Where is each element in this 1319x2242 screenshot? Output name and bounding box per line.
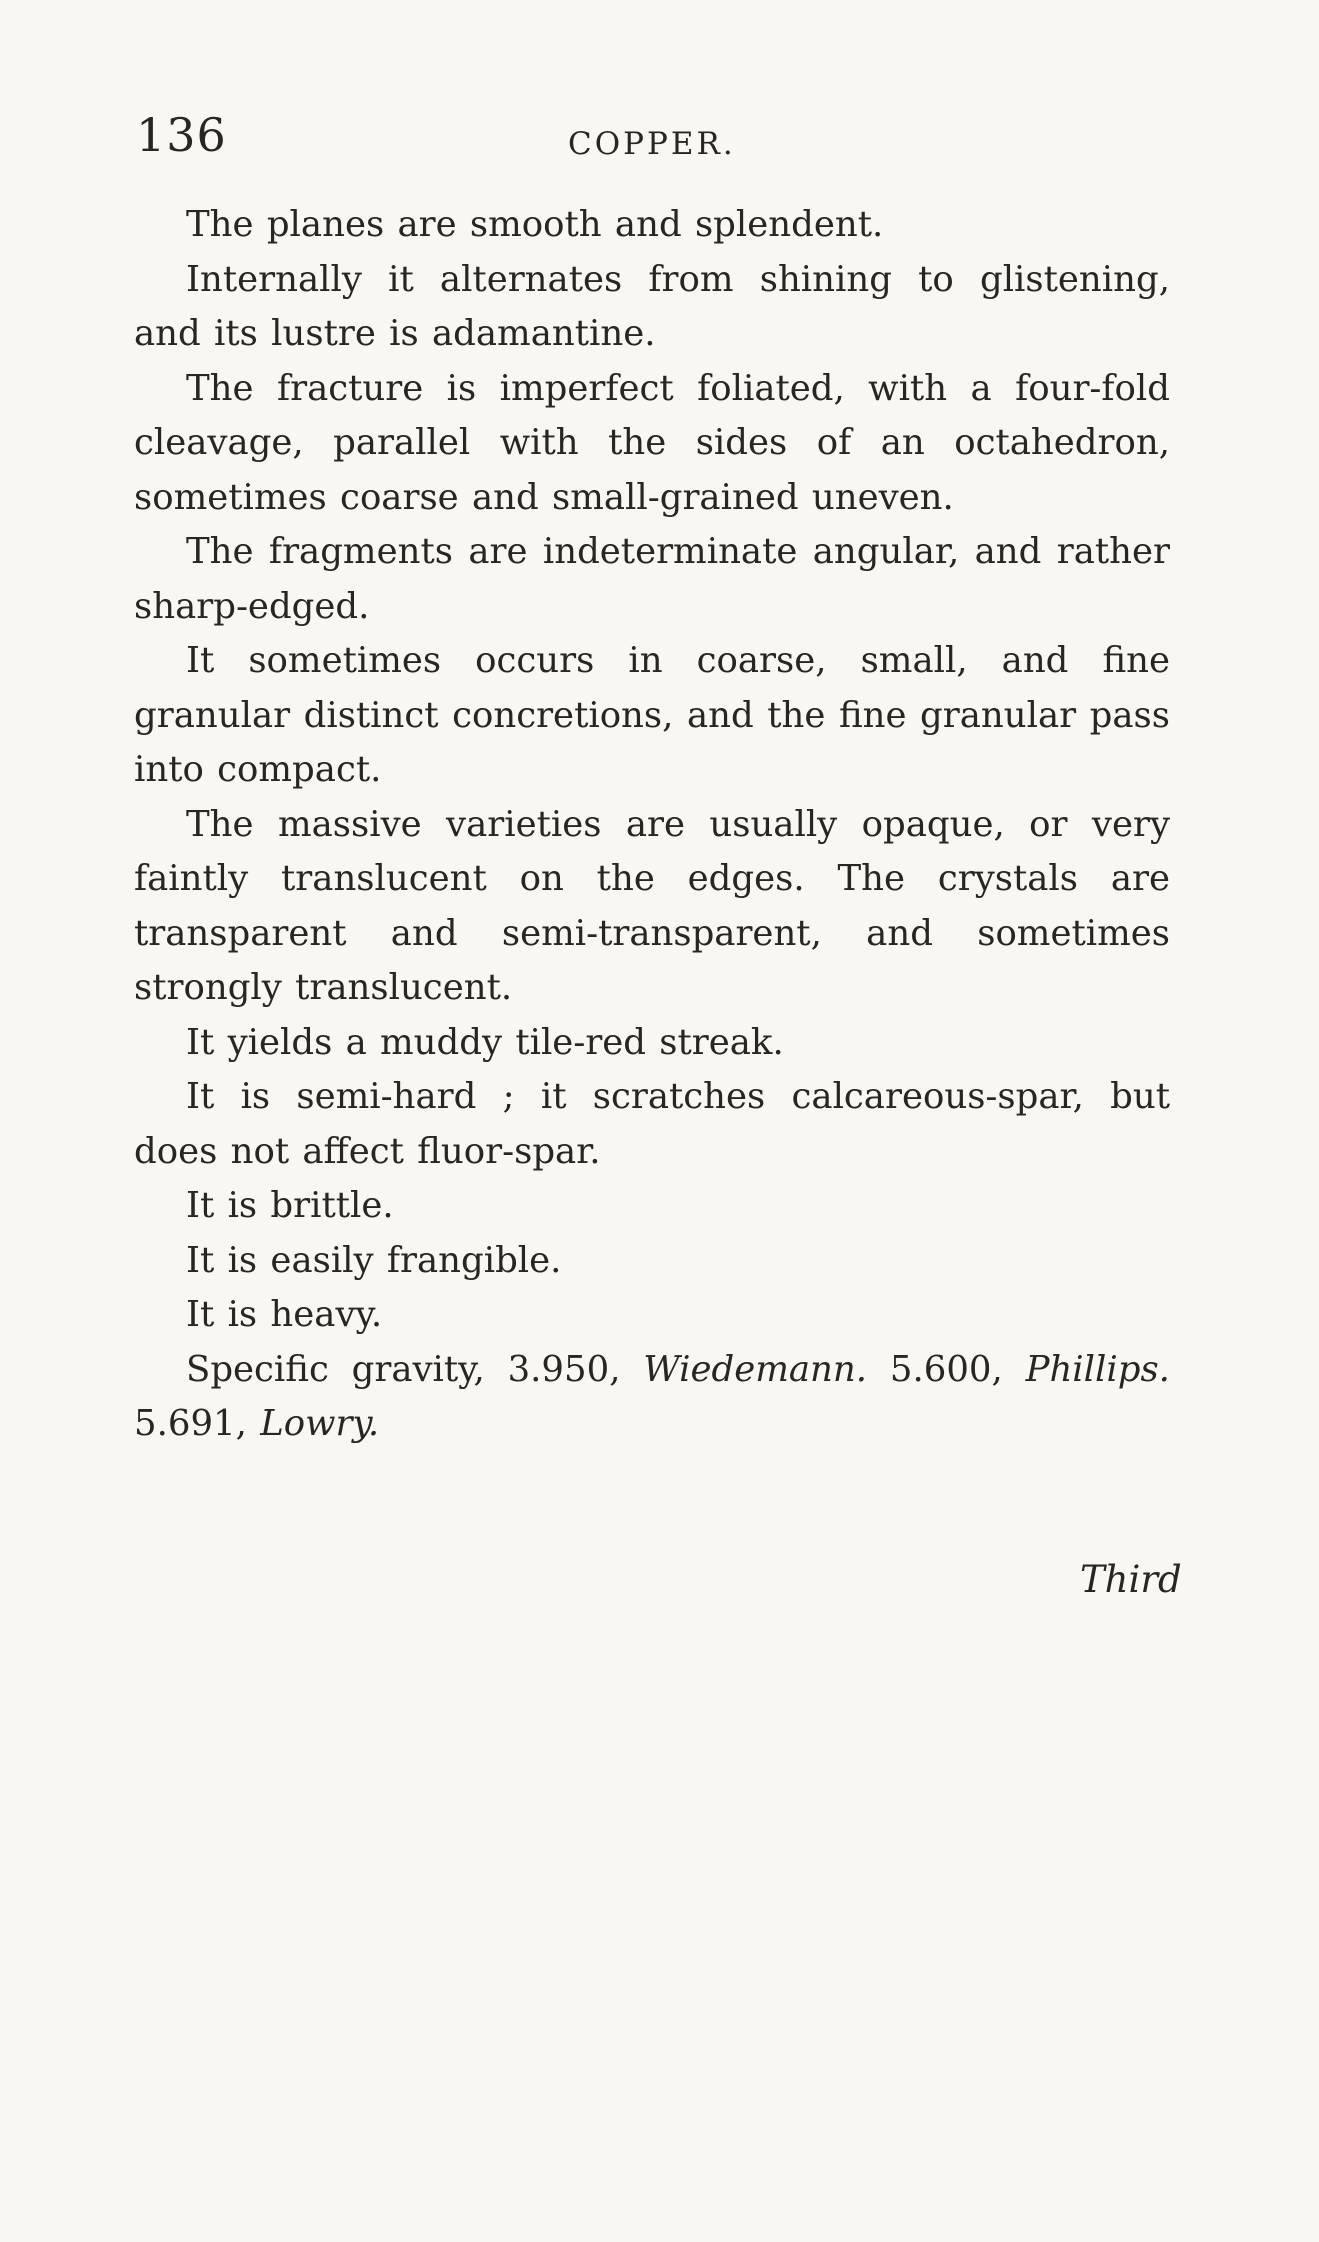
source-wiedemann: Wiedemann.	[643, 1348, 868, 1390]
catchword: Third	[1080, 1558, 1182, 1601]
paragraph: It is heavy.	[186, 1294, 383, 1335]
gravity-value-3: 5.691,	[134, 1403, 247, 1444]
running-head	[136, 108, 1176, 178]
paragraph: It yields a muddy tile-red streak.	[186, 1021, 784, 1063]
specific-gravity-lead: Specific gravity, 3.950,	[186, 1348, 621, 1390]
paragraph: The fragments are indeterminate angular, and rather sharp-edged.	[134, 531, 1170, 627]
page-number: 136	[136, 108, 227, 162]
gravity-value-2: 5.600,	[889, 1348, 1003, 1390]
paragraph: It is brittle.	[186, 1185, 394, 1226]
paragraph: Internally it alternates from shining to glistening, and its lustre is adamantine.	[134, 258, 1170, 354]
paragraph: The massive varieties are usually opaque, or very faintly translucent on the edges. The crystals are transparent and semi-transparent, and sometimes strongly translucent.	[134, 803, 1170, 1008]
running-title: COPPER.	[568, 126, 736, 162]
body-text	[134, 198, 1170, 1452]
paragraph: It is easily frangible.	[186, 1239, 562, 1281]
specific-gravity-paragraph	[134, 1343, 1170, 1452]
source-lowry: Lowry.	[260, 1403, 380, 1444]
paragraph: It sometimes occurs in coarse, small, and fine granular distinct concretions, and the fine granular pass into compact.	[134, 640, 1170, 790]
paragraph: The planes are smooth and splendent.	[186, 204, 884, 245]
source-phillips: Phillips.	[1025, 1348, 1170, 1390]
paragraph: The fracture is imperfect foliated, with a four-fold cleavage, parallel with the sides of an octahedron, sometimes coarse and small-grained uneven.	[134, 367, 1170, 518]
paragraph: It is semi-hard ; it scratches calcareous-spar, but does not affect fluor-spar.	[134, 1076, 1170, 1172]
